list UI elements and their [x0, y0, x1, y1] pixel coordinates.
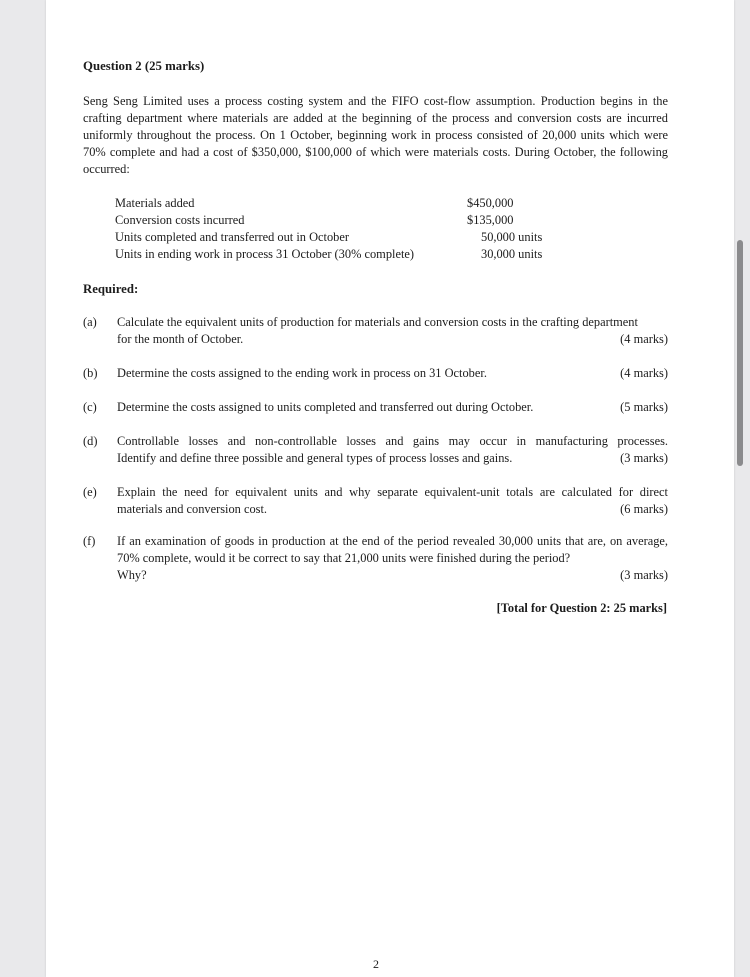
scrollbar-thumb[interactable]	[737, 240, 743, 466]
data-value: 30,000 units	[481, 247, 543, 261]
part-last-line	[117, 365, 668, 382]
data-value: $450,000	[467, 196, 514, 210]
part-letter: (f)	[83, 534, 96, 548]
part-body	[117, 365, 668, 382]
required-heading: Required:	[83, 282, 139, 296]
part-letter: (d)	[83, 434, 98, 448]
part-last-line-text: for the month of October.	[117, 332, 244, 346]
part-marks: (4 marks)	[620, 332, 668, 346]
page-number: 2	[373, 957, 379, 971]
part-text: If an examination of goods in production at the end of the period revealed 30,000 units that are, on average, 70% complete, would it be correct to say that 21,000 units were finished during the period?	[117, 534, 668, 565]
data-value: $135,000	[467, 213, 514, 227]
part-last-line	[117, 450, 668, 467]
question-total: [Total for Question 2: 25 marks]	[496, 601, 667, 615]
part-marks: (3 marks)	[620, 568, 668, 582]
part-last-line	[117, 331, 668, 348]
data-row	[115, 212, 555, 229]
part-last-line	[117, 567, 668, 584]
part-text: Explain the need for equivalent units and why separate equivalent-unit totals are calculated for direct	[117, 485, 668, 499]
part-body	[117, 533, 668, 584]
part-body	[117, 433, 668, 467]
data-label: Materials added	[115, 196, 195, 210]
part-marks: (3 marks)	[620, 451, 668, 465]
data-row	[115, 195, 555, 212]
data-row	[115, 229, 555, 246]
part-last-line-text: Why?	[117, 568, 147, 582]
part-last-line-text: materials and conversion cost.	[117, 502, 268, 516]
part-text: Calculate the equivalent units of production for materials and conversion costs in the crafting department	[117, 315, 638, 329]
part-last-line	[117, 501, 668, 518]
part-letter: (e)	[83, 485, 97, 499]
data-row	[115, 246, 555, 263]
part-letter: (c)	[83, 400, 97, 414]
part-letter: (b)	[83, 366, 98, 380]
part-body	[117, 399, 668, 416]
question-intro: Seng Seng Limited uses a process costing system and the FIFO cost-flow assumption. Production begins in the crafting department where materials are added at the beginning of the process and conversion costs are incurred uniformly throughout the process. On 1 October, beginning work in process consisted of 20,000 units which were 70% complete and had a cost of $350,000, $100,000 of which were materials costs. During October, the following occurred:	[83, 94, 668, 176]
part-marks: (4 marks)	[620, 366, 668, 380]
part-last-line	[117, 399, 668, 416]
part-last-line-text: Identify and define three possible and general types of process losses and gains.	[117, 451, 513, 465]
part-marks: (5 marks)	[620, 400, 668, 414]
data-label: Units in ending work in process 31 October (30% complete)	[115, 247, 415, 261]
part-last-line-text: Determine the costs assigned to units completed and transferred out during October.	[117, 400, 534, 414]
part-letter: (a)	[83, 315, 97, 329]
data-value: 50,000 units	[481, 230, 543, 244]
part-body	[117, 314, 668, 348]
part-body	[117, 484, 668, 518]
data-label: Conversion costs incurred	[115, 213, 245, 227]
part-text: Controllable losses and non-controllable losses and gains may occur in manufacturing processes.	[117, 434, 668, 448]
question-title: Question 2 (25 marks)	[83, 59, 205, 73]
cost-data-table	[115, 195, 555, 263]
data-label: Units completed and transferred out in October	[115, 230, 349, 244]
part-last-line-text: Determine the costs assigned to the ending work in process on 31 October.	[117, 366, 487, 380]
part-marks: (6 marks)	[620, 502, 668, 516]
